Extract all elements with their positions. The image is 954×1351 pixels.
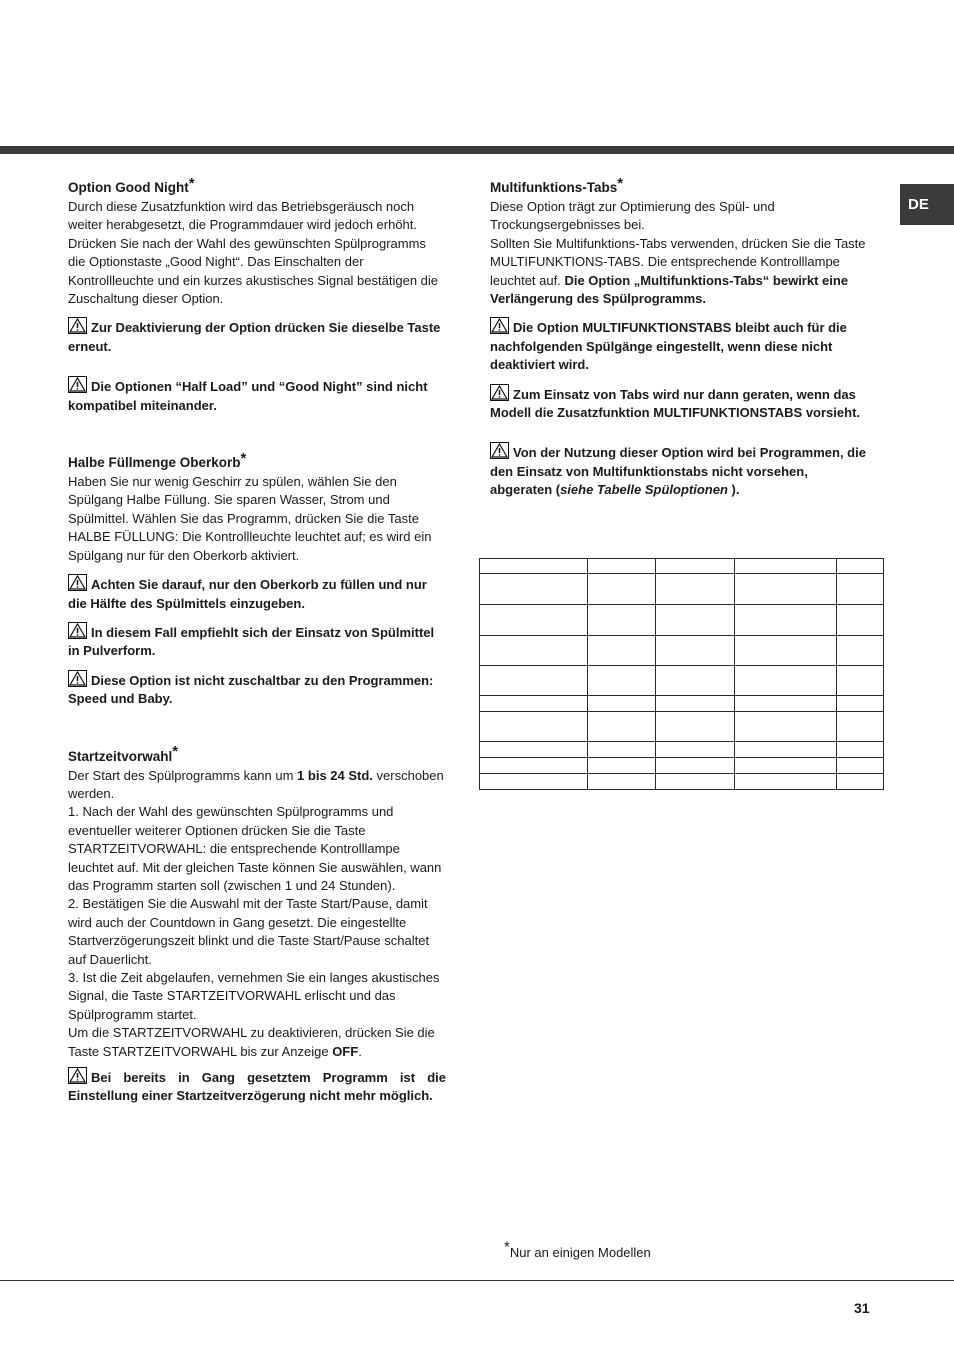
warning-triangle-icon — [68, 1067, 87, 1084]
table-cell — [587, 605, 655, 636]
warning-triangle-icon — [68, 376, 87, 393]
warning-triangle-icon — [490, 317, 509, 334]
warning-triangle-icon — [68, 574, 87, 591]
right-column — [490, 174, 868, 500]
table-cell — [837, 696, 884, 712]
table-cell — [480, 758, 588, 774]
table-cell — [655, 758, 735, 774]
table-cell — [587, 774, 655, 790]
table-cell — [735, 758, 837, 774]
table-row — [480, 742, 884, 758]
page-number: 31 — [854, 1300, 870, 1316]
table-cell — [837, 742, 884, 758]
table-cell — [587, 636, 655, 666]
table-cell — [587, 712, 655, 742]
table-cell — [735, 742, 837, 758]
footer-rule — [0, 1280, 954, 1281]
table-cell — [480, 666, 588, 696]
language-tab: DE — [900, 184, 954, 225]
warning-note: Diese Option ist nicht zuschaltbar zu den Programmen: Speed und Baby. — [68, 670, 446, 709]
table-cell — [655, 666, 735, 696]
table-row — [480, 574, 884, 605]
table-row — [480, 774, 884, 790]
table-cell — [480, 574, 588, 605]
table-row — [480, 605, 884, 636]
good-night-body: Durch diese Zusatzfunktion wird das Betriebsgeräusch noch weiter herabgesetzt, die Programmdauer wird jedoch erhöht. Drücken Sie nach der Wahl des gewünschten Spülprogramms die Optionstaste „Good Night“. Das Einschalten der Kontrollleuchte und ein kurzes akustisches Signal bestätigen die Zuschaltung dieser Option. — [68, 199, 439, 307]
table-row — [480, 758, 884, 774]
table-cell — [837, 559, 884, 574]
section-title-delay-start: Startzeitvorwahl* — [68, 743, 179, 764]
table-cell — [655, 774, 735, 790]
table-cell — [587, 696, 655, 712]
delay-step-3: 3. Ist die Zeit abgelaufen, vernehmen Sie ein langes akustisches Signal, die Taste STARTZEITVORWAHL erlischt und das Spülprogramm startet. — [68, 970, 440, 1022]
warning-note: Die Option MULTIFUNKTIONSTABS bleibt auch für die nachfolgenden Spülgänge eingestellt, wenn diese nicht deaktiviert wird. — [490, 317, 868, 374]
warning-note: Die Optionen “Half Load” und “Good Night” sind nicht kompatibel miteinander. — [68, 376, 446, 415]
table-cell — [480, 742, 588, 758]
table-cell — [735, 636, 837, 666]
table-cell — [480, 774, 588, 790]
table-cell — [837, 774, 884, 790]
table-cell — [837, 666, 884, 696]
table-cell — [837, 605, 884, 636]
table-cell — [655, 636, 735, 666]
delay-deactivate: Um die STARTZEITVORWAHL zu deaktivieren, drücken Sie die Taste STARTZEITVORWAHL bis zur Anzeige OFF. — [68, 1025, 435, 1059]
table-cell — [735, 559, 837, 574]
table-cell — [655, 559, 735, 574]
table-cell — [655, 712, 735, 742]
warning-note: Zum Einsatz von Tabs wird nur dann geraten, wenn das Modell die Zusatzfunktion MULTIFUNKTIONSTABS vorsieht. — [490, 384, 868, 423]
delay-step-2: 2. Bestätigen Sie die Auswahl mit der Taste Start/Pause, damit wird auch der Countdown in Gang gesetzt. Die eingestellte Startverzögerungszeit blinkt und die Taste Start/Pause schaltet auf Dauerlicht. — [68, 896, 430, 967]
warning-triangle-icon — [68, 622, 87, 639]
footnote: *Nur an einigen Modellen — [504, 1238, 651, 1260]
table-cell — [735, 774, 837, 790]
table-cell — [587, 742, 655, 758]
warning-triangle-icon — [490, 442, 509, 459]
warning-note: Achten Sie darauf, nur den Oberkorb zu füllen und nur die Hälfte des Spülmittels einzugeben. — [68, 574, 446, 613]
table-cell — [735, 666, 837, 696]
table-row — [480, 559, 884, 574]
delay-intro: Der Start des Spülprogramms kann um 1 bis 24 Std. verschoben werden. — [68, 767, 444, 801]
table-cell — [837, 758, 884, 774]
table-cell — [480, 636, 588, 666]
table-row — [480, 696, 884, 712]
header-bar — [0, 146, 954, 154]
table-cell — [735, 574, 837, 605]
warning-note: Bei bereits in Gang gesetztem Programm ist die Einstellung einer Startzeitverzögerung nicht mehr möglich. — [68, 1067, 446, 1106]
table-row — [480, 712, 884, 742]
left-column — [68, 174, 446, 1106]
table-cell — [480, 712, 588, 742]
table-cell — [735, 696, 837, 712]
table-cell — [587, 559, 655, 574]
warning-triangle-icon — [68, 317, 87, 334]
table-cell — [655, 696, 735, 712]
table-cell — [480, 605, 588, 636]
table-cell — [837, 574, 884, 605]
table-row — [480, 636, 884, 666]
table-cell — [735, 605, 837, 636]
warning-note: In diesem Fall empfiehlt sich der Einsatz von Spülmittel in Pulverform. — [68, 622, 446, 661]
warning-note: Zur Deaktivierung der Option drücken Sie dieselbe Taste erneut. — [68, 317, 446, 356]
half-load-body: Haben Sie nur wenig Geschirr zu spülen, wählen Sie den Spülgang Halbe Füllung. Sie sparen Wasser, Strom und Spülmittel. Wählen Sie das Programm, drücken Sie die Taste HALBE FÜLLUNG: Die Kontrollleuchte leuchtet auf; es wird ein Spülgang nur für den Oberkorb aktiviert. — [68, 474, 432, 563]
options-table — [479, 558, 884, 790]
table-cell — [655, 574, 735, 605]
warning-triangle-icon — [68, 670, 87, 687]
table-cell — [837, 636, 884, 666]
table-cell — [480, 696, 588, 712]
table-cell — [655, 742, 735, 758]
table-cell — [655, 605, 735, 636]
table-row — [480, 666, 884, 696]
table-cell — [735, 712, 837, 742]
table-cell — [587, 666, 655, 696]
section-title-good-night: Option Good Night* — [68, 174, 195, 195]
warning-note: Von der Nutzung dieser Option wird bei Programmen, die den Einsatz von Multifunktionstabs nicht vorsehen, abgeraten (siehe Tabelle Spüloptionen ). — [490, 442, 868, 499]
section-title-multi-tabs: Multifunktions-Tabs* — [490, 174, 624, 195]
table-cell — [587, 758, 655, 774]
table-cell — [587, 574, 655, 605]
table-cell — [480, 559, 588, 574]
multi-tabs-body-2: Sollten Sie Multifunktions-Tabs verwenden, drücken Sie die Taste MULTIFUNKTIONS-TABS. Die entsprechende Kontrolllampe leuchtet auf. Die Option „Multifunktions-Tabs“ bewirkt eine Verlängerung des Spülprogramms. — [490, 235, 866, 307]
section-title-half-load: Halbe Füllmenge Oberkorb* — [68, 449, 247, 471]
delay-step-1: 1. Nach der Wahl des gewünschten Spülprogramms und eventueller weiterer Optionen drücken Sie die Taste STARTZEITVORWAHL: die entsprechende Kontrolllampe leuchtet auf. Mit der gleichen Taste können Sie auswählen, wann das Programm starten soll (zwischen 1 und 24 Stunden). — [68, 804, 442, 893]
table-cell — [837, 712, 884, 742]
warning-triangle-icon — [490, 384, 509, 401]
multi-tabs-body: Diese Option trägt zur Optimierung des Spül- und Trockungsergebnisses bei. — [490, 199, 775, 233]
